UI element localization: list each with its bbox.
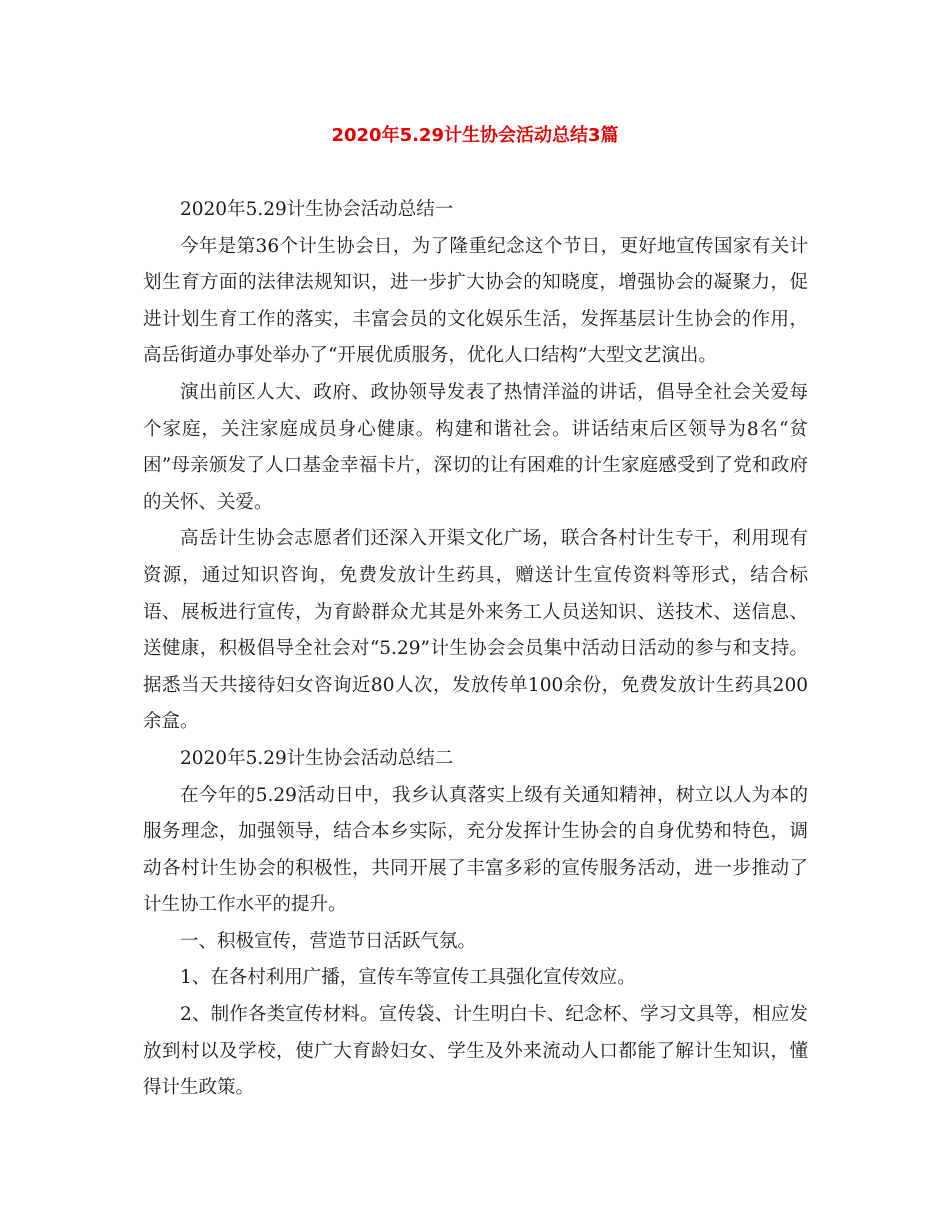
paragraph: 高岳计生协会志愿者们还深入开渠文化广场，联合各村计生专干，利用现有资源，通过知识咨询，免费发放计生药具，赠送计生宣传资料等形式，结合标语、展板进行宣传，为育龄群众尤其是外来务工人员送知识、送技术、送信息、送健康，积极倡导全社会对“5.29”计生协会会员集中活动日活动的参与和支持。据悉当天共接待妇女咨询近80人次，发放传单100余份，免费发放计生药具200余盒。 [143,528,808,733]
list-item: 1、在各村利用广播，宣传车等宣传工具强化宣传效应。 [180,967,636,989]
list-item: 2、制作各类宣传材料。宣传袋、计生明白卡、纪念杯、学习文具等，相应发放到村以及学校，使广大育龄妇女、学生及外来流动人口都能了解计生知识，懂得计生政策。 [143,1004,808,1099]
paragraph: 在今年的5.29活动日中，我乡认真落实上级有关通知精神，树立以人为本的服务理念，加强领导，结合本乡实际，充分发挥计生协会的自身优势和特色，调动各村计生协会的积极性，共同开展了丰富多彩的宣传服务活动，进一步推动了计生协工作水平的提升。 [143,784,808,916]
document-body [143,192,808,1107]
subheading: 一、积极宣传，营造节日活跃气氛。 [180,930,477,952]
paragraph: 演出前区人大、政府、政协领导发表了热情洋溢的讲话，倡导全社会关爱每个家庭，关注家庭成员身心健康。构建和谐社会。讲话结束后区领导为8名“贫困”母亲颁发了人口基金幸福卡片，深切的让有困难的计生家庭感受到了党和政府的关怀、关爱。 [143,381,808,513]
document-title: 2020年5.29计生协会活动总结3篇 [331,125,619,146]
section-heading-1: 2020年5.29计生协会活动总结一 [180,199,454,220]
paragraph: 今年是第36个计生协会日，为了隆重纪念这个节日，更好地宣传国家有关计划生育方面的法律法规知识，进一步扩大协会的知晓度，增强协会的凝聚力，促进计划生育工作的落实，丰富会员的文化娱乐生活，发挥基层计生协会的作用，高岳街道办事处举办了“开展优质服务，优化人口结构”大型文艺演出。 [143,235,808,367]
section-heading-2: 2020年5.29计生协会活动总结二 [180,747,454,769]
